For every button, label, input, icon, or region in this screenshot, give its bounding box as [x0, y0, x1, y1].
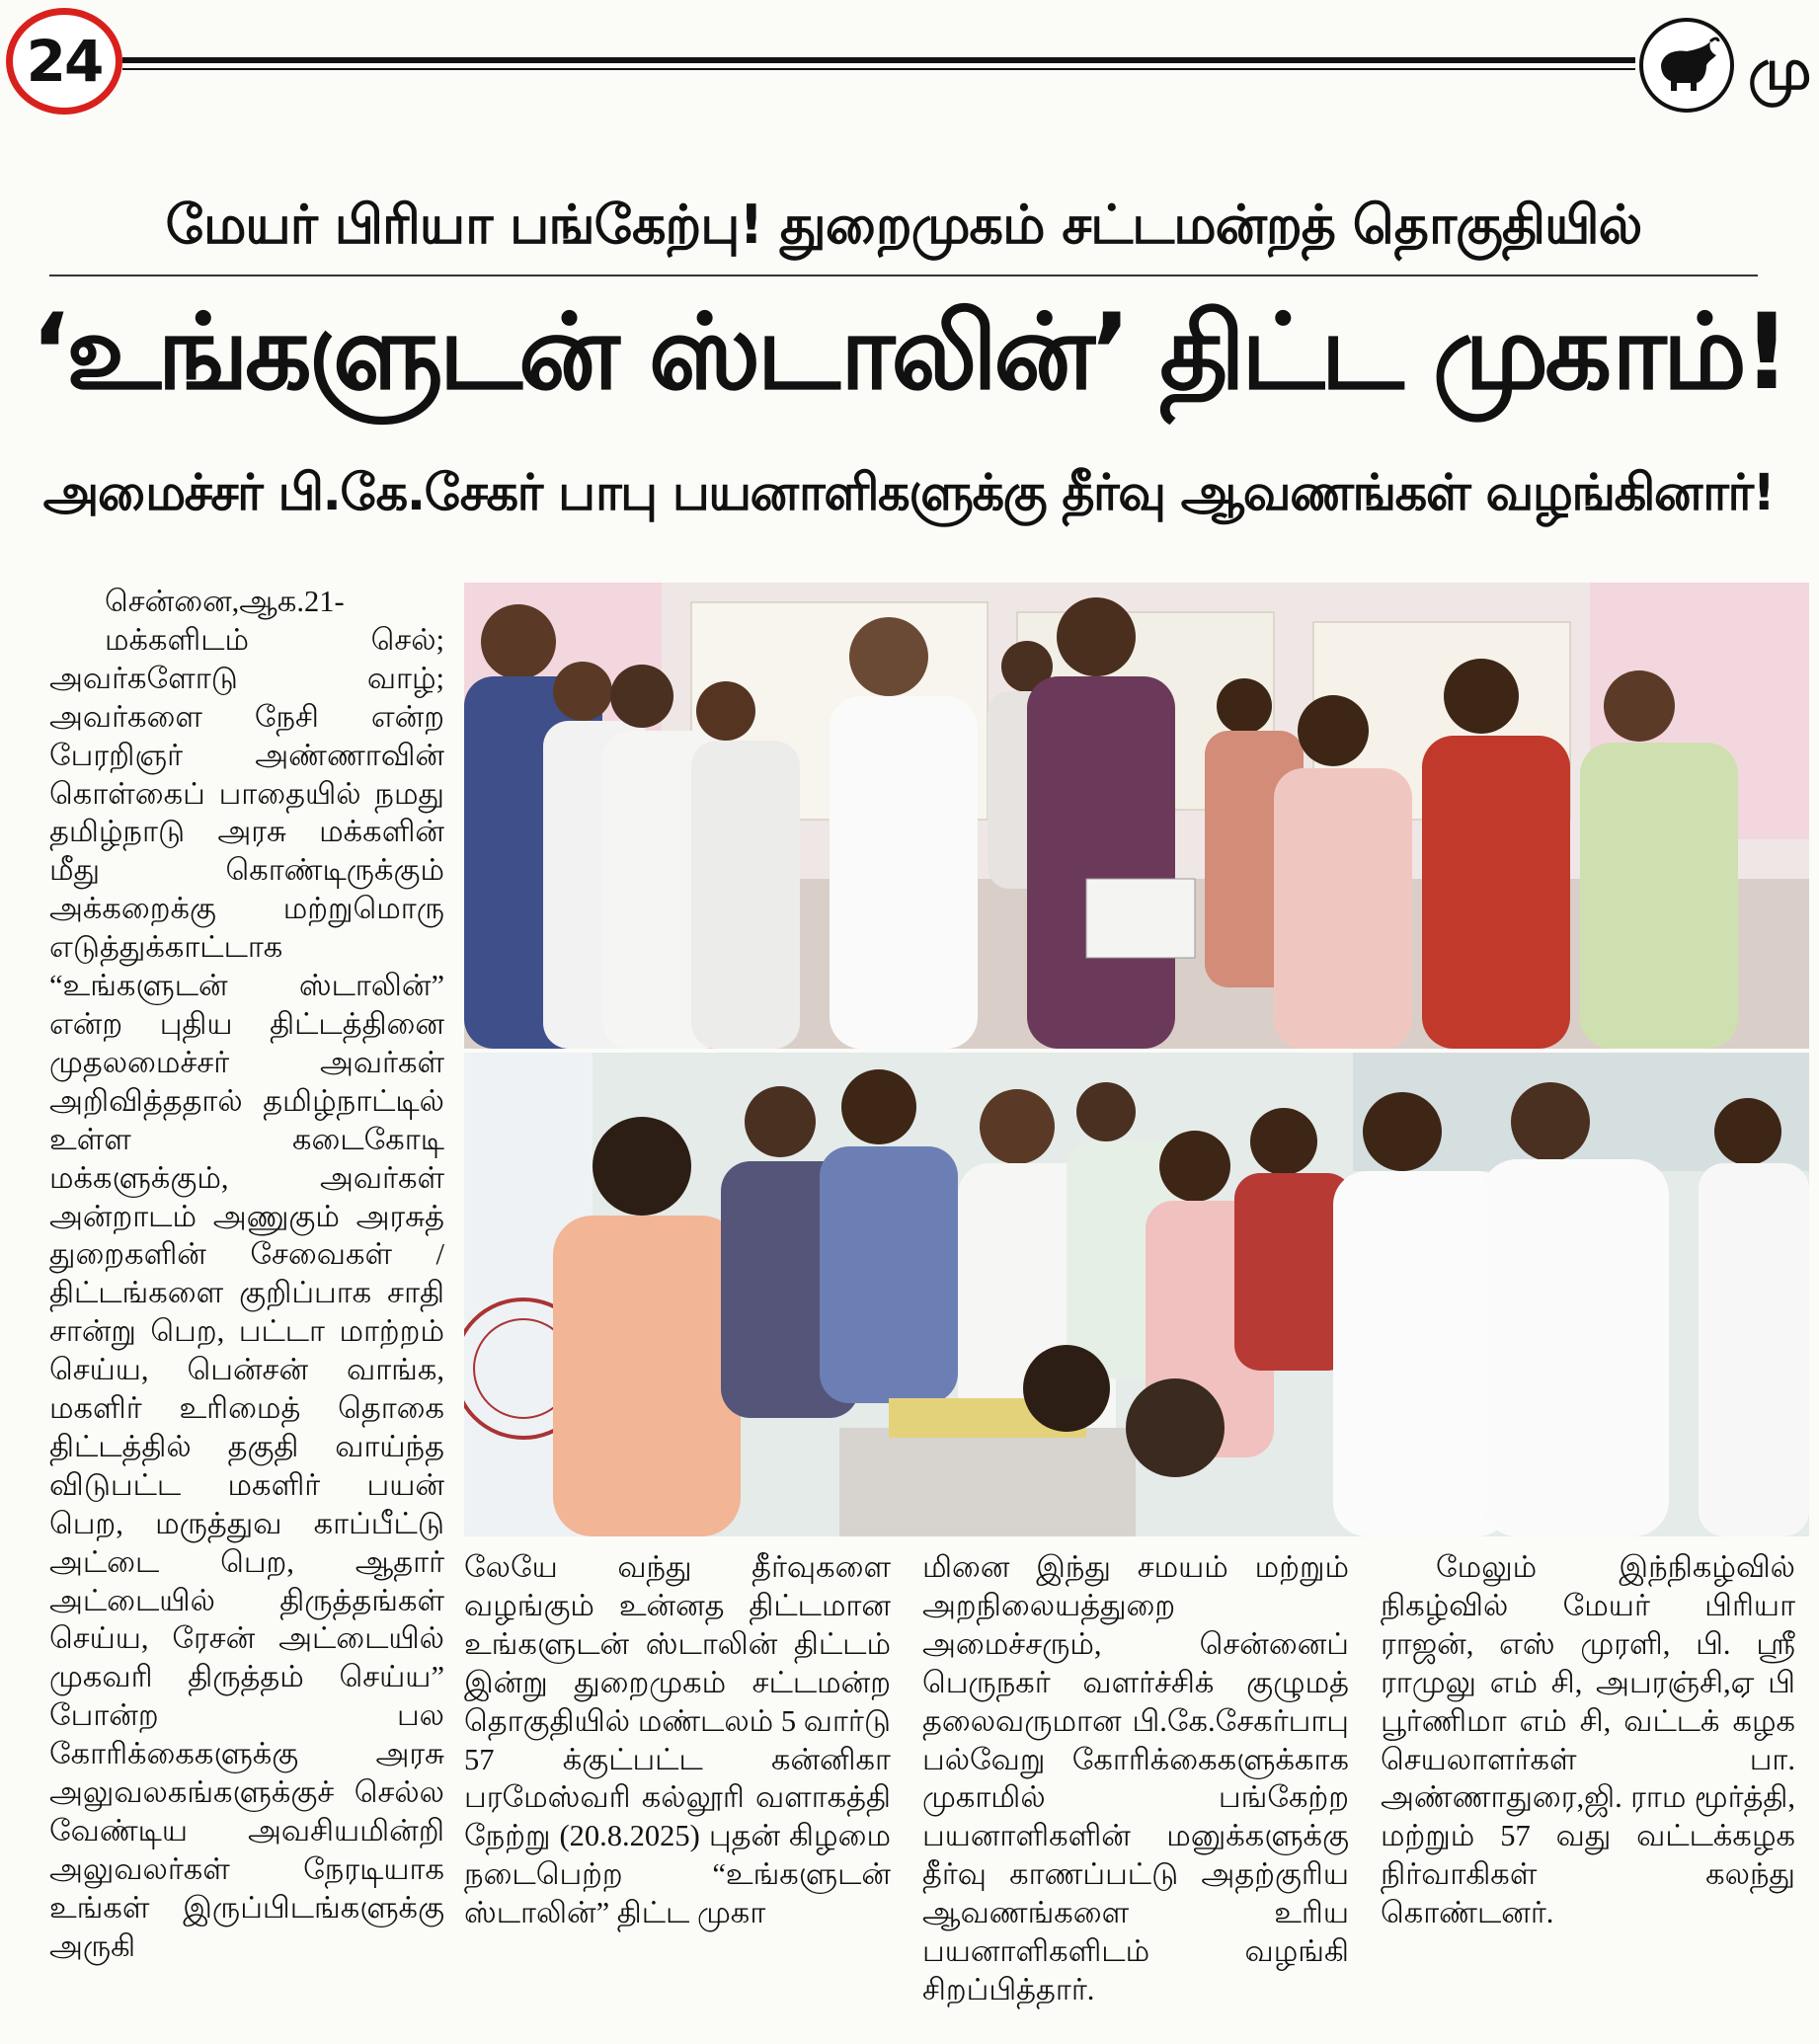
page-number-badge	[6, 8, 122, 115]
article-column-2	[464, 1548, 891, 1932]
article-text-column-4: மேலும் இந்நிகழ்வில் நிகழ்வில் மேயர் பிரியா ராஜன், எஸ் முரளி, பி. ஸ்ரீ ராமுலு எம் சி, அபரஞ்சி,ஏ பி பூர்ணிமா எம் சி, வட்டக் கழக செயலாளர்கள் பா. அண்ணாதுரை,ஜி. ராம மூர்த்தி, மற்றும் 57 வது வட்டக்கழக நிர்வாகிகள் கலந்து கொண்டனர்.	[1381, 1550, 1795, 1930]
masthead-rule	[122, 57, 1635, 63]
masthead-title: மு	[1748, 36, 1812, 103]
event-photo-document-handover	[464, 583, 1809, 1049]
page-number: 24	[26, 28, 103, 95]
dateline: சென்னை,ஆக.21-	[105, 585, 345, 618]
article-text-column-2: லேயே வந்து தீர்வுகளை வழங்கும் உன்னத திட்டமான உங்களுடன் ஸ்டாலின் திட்டம் இன்று துறைமுகம் சட்டமன்ற தொகுதியில் மண்டலம் 5 வார்டு 57 க்குட்பட்ட கன்னிகா பரமேஸ்வரி கல்லூரி வளாகத்தி நேற்று (20.8.2025) புதன் கிழமை நடைபெற்ற “உங்களுடன் ஸ்டாலின்” திட்ட முகா	[464, 1550, 891, 1930]
article-text-column-3: மினை இந்து சமயம் மற்றும் அறநிலையத்துறை அமைச்சரும், சென்னைப் பெருநகர் வளர்ச்சிக் குழுமத் தலைவருமான பி.கே.சேகர்பாபு பல்வேறு கோரிக்கைகளுக்காக முகாமில் பங்கேற்ற பயனாளிகளின் மனுக்களுக்கு தீர்வு காணப்பட்டு அதற்குரிய ஆவணங்களை உரிய பயனாளிகளிடம் வழங்கி சிறப்பித்தார்.	[922, 1550, 1349, 2006]
headline: ‘உங்களுடன் ஸ்டாலின்’ திட்ட முகாம்!	[30, 291, 1787, 413]
bull-logo-icon	[1639, 18, 1734, 113]
article-text-column-1: மக்களிடம் செல்; அவர்களோடு வாழ்; அவர்களை நேசி என்ற பேரறிஞர் அண்ணாவின் கொள்கைப் பாதையில் நமது தமிழ்நாடு அரசு மக்களின் மீது கொண்டிருக்கும் அக்கறைக்கு மற்றுமொரு எடுத்துக்காட்டாக “உங்களுடன் ஸ்டாலின்” என்ற புதிய திட்டத்தினை முதலமைச்சர் அவர்கள் அறிவித்ததால் தமிழ்நாட்டில் உள்ள கடைகோடி மக்களுக்கும், அவர்கள் அன்றாடம் அணுகும் அரசுத் துறைகளின் சேவைகள் /திட்டங்களை குறிப்பாக சாதி சான்று பெற, பட்டா மாற்றம் செய்ய, பென்சன் வாங்க, மகளிர் உரிமைத் தொகை திட்டத்தில் தகுதி வாய்ந்த விடுபட்ட மகளிர் பயன் பெற, மருத்துவ காப்பீட்டு அட்டை பெற, ஆதார் அட்டையில் திருத்தங்கள் செய்ய, ரேசன் அட்டையில் முகவரி திருத்தம் செய்ய” போன்ற பல கோரிக்கைகளுக்கு அரசு அலுவலகங்களுக்குச் செல்ல வேண்டிய அவசியமின்றி அலுவலர்கள் நேரடியாக உங்கள் இருப்பிடங்களுக்கு அருகி	[49, 622, 444, 1963]
article-column-4	[1381, 1548, 1795, 1932]
kicker-rule	[49, 275, 1758, 276]
masthead	[0, 0, 1819, 128]
article-column-1	[49, 583, 444, 1966]
event-photo-camp-desk	[464, 1053, 1809, 1536]
article-column-3	[922, 1548, 1349, 2009]
kicker: மேயர் பிரியா பங்கேற்பு! துறைமுகம் சட்டமன்றத் தொகுதியில்	[165, 194, 1642, 256]
subhead: அமைச்சர் பி.கே.சேகர் பாபு பயனாளிகளுக்கு தீர்வு ஆவணங்கள் வழங்கினார்!	[42, 464, 1775, 522]
masthead-rule-thin	[122, 68, 1635, 70]
